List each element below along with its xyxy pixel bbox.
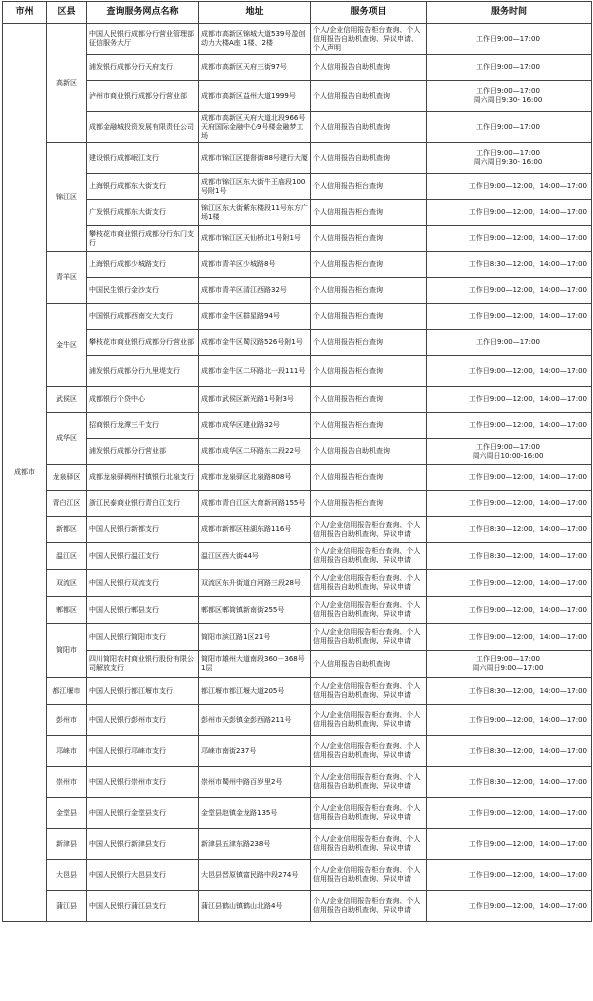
outlet-cell: 上海银行成都东大街支行: [87, 174, 199, 200]
outlet-cell: 广发银行成都东大街支行: [87, 200, 199, 226]
district-cell: 温江区: [47, 543, 87, 570]
table-row: [3, 651, 592, 678]
outlet-cell: 浦发银行成都分行天府支行: [87, 55, 199, 81]
outlet-cell: 中国人民银行蒲江县支行: [87, 891, 199, 922]
address-cell: 成都市金牛区群星路94号: [199, 304, 311, 330]
outlet-cell: 浦发银行成都分行营业部: [87, 439, 199, 465]
district-cell: 武侯区: [47, 387, 87, 413]
time-cell: 工作日9:00—12:00，14:00—17:00: [427, 860, 592, 891]
service-cell: 个人/企业信用报告柜台查询、个人信用报告自助机查询、异议申请、个人声明: [311, 24, 427, 55]
district-cell: 双流区: [47, 570, 87, 597]
time-cell: 工作日9:00—12:00，14:00—17:00: [427, 624, 592, 651]
district-cell: 金堂县: [47, 798, 87, 829]
service-cell: 个人信用报告柜台查询: [311, 413, 427, 439]
service-cell: 个人信用报告自助机查询: [311, 55, 427, 81]
service-cell: 个人信用报告柜台查询: [311, 304, 427, 330]
outlet-cell: 中国人民银行新津县支行: [87, 829, 199, 860]
address-cell: 成都市新都区桂湖东路116号: [199, 517, 311, 543]
outlet-cell: 中国人民银行崇州市支行: [87, 767, 199, 798]
district-cell: 高新区: [47, 24, 87, 143]
address-cell: 成都市青羊区清江西路32号: [199, 278, 311, 304]
table-row: [3, 891, 592, 922]
table-row: [3, 860, 592, 891]
outlet-cell: 中国人民银行新都支行: [87, 517, 199, 543]
table-row: [3, 543, 592, 570]
district-cell: 成华区: [47, 413, 87, 465]
address-cell: 大邑县晋原镇富民路中段274号: [199, 860, 311, 891]
service-cell: 个人信用报告自助机查询: [311, 81, 427, 112]
address-cell: 双流区东升街道白河路三段28号: [199, 570, 311, 597]
table-row: [3, 143, 592, 174]
table-row: [3, 81, 592, 112]
table-row: [3, 55, 592, 81]
address-cell: 简阳市滨江路1区21号: [199, 624, 311, 651]
address-cell: 成都市锦江区天仙桥北1号附1号: [199, 226, 311, 252]
outlet-cell: 攀枝花市商业银行成都分行东门支行: [87, 226, 199, 252]
service-cell: 个人信用报告柜台查询: [311, 252, 427, 278]
outlet-cell: 攀枝花市商业银行成都分行营业部: [87, 330, 199, 356]
outlet-cell: 中国人民银行大邑县支行: [87, 860, 199, 891]
table-row: [3, 278, 592, 304]
table-row: [3, 356, 592, 387]
table-row: [3, 174, 592, 200]
outlet-cell: 四川简阳农村商业银行股份有限公司解放支行: [87, 651, 199, 678]
table-row: [3, 330, 592, 356]
address-cell: 温江区西大街44号: [199, 543, 311, 570]
district-cell: 青白江区: [47, 491, 87, 517]
table-row: [3, 491, 592, 517]
time-cell: 工作日9:00—12:00，14:00—17:00: [427, 829, 592, 860]
table-row: [3, 798, 592, 829]
address-cell: 蒲江县鹤山镇鹤山北路4号: [199, 891, 311, 922]
district-cell: 郫都区: [47, 597, 87, 624]
table-row: [3, 226, 592, 252]
time-cell: 工作日9:00—12:00，14:00—17:00: [427, 200, 592, 226]
outlet-cell: 中国人民银行成都分行营业管理部征信服务大厅: [87, 24, 199, 55]
outlet-cell: 中国人民银行彭州市支行: [87, 705, 199, 736]
service-cell: 个人信用报告自助机查询: [311, 651, 427, 678]
address-cell: 郫都区郫筒镇新南街255号: [199, 597, 311, 624]
time-cell: 工作日9:00—17:00 周六周日9:00—17:00: [427, 651, 592, 678]
outlet-cell: 招商银行龙潭三千支行: [87, 413, 199, 439]
table-row: [3, 570, 592, 597]
service-cell: 个人信用报告自助机查询: [311, 112, 427, 143]
address-cell: 彭州市天彭镇金彭西路211号: [199, 705, 311, 736]
address-cell: 新津县五津东路238号: [199, 829, 311, 860]
district-cell: 彭州市: [47, 705, 87, 736]
table-row: [3, 624, 592, 651]
table-row: [3, 829, 592, 860]
time-cell: 工作日8:30—12:00，14:00—17:00: [427, 736, 592, 767]
time-cell: 工作日9:00—12:00，14:00—17:00: [427, 570, 592, 597]
time-cell: 工作日9:00—17:00: [427, 55, 592, 81]
address-cell: 成都市高新区天府大道北段966号天府国际金融中心9号楼金融梦工场: [199, 112, 311, 143]
time-cell: 工作日9:00—17:00: [427, 112, 592, 143]
table-row: [3, 597, 592, 624]
outlet-cell: 上海银行成都少城路支行: [87, 252, 199, 278]
address-cell: 成都市龙泉驿区北泉路808号: [199, 465, 311, 491]
time-cell: 工作日9:00—12:00，14:00—17:00: [427, 356, 592, 387]
outlet-cell: 浦发银行成都分行九里堤支行: [87, 356, 199, 387]
header-service: 服务项目: [311, 2, 427, 24]
district-cell: 崇州市: [47, 767, 87, 798]
address-cell: 都江堰市都江堰大道205号: [199, 678, 311, 705]
service-cell: 个人信用报告自助机查询: [311, 143, 427, 174]
service-cell: 个人/企业信用报告柜台查询、个人信用报告自助机查询、异议申请: [311, 543, 427, 570]
service-cell: 个人/企业信用报告柜台查询、个人信用报告自助机查询、异议申请: [311, 624, 427, 651]
time-cell: 工作日9:00—12:00，14:00—17:00: [427, 413, 592, 439]
header-row: [3, 2, 592, 24]
district-cell: 金牛区: [47, 304, 87, 387]
table-row: [3, 200, 592, 226]
table-row: [3, 252, 592, 278]
table-row: [3, 24, 592, 55]
service-cell: 个人信用报告柜台查询: [311, 330, 427, 356]
time-cell: 工作日9:00—17:00: [427, 330, 592, 356]
address-cell: 成都市高新区锦城大道539号盈创动力大楼A座 1楼、2楼: [199, 24, 311, 55]
time-cell: 工作日8:30—12:00，14:00—17:00: [427, 252, 592, 278]
time-cell: 工作日9:00—12:00，14:00—17:00: [427, 226, 592, 252]
time-cell: 工作日9:00—17:00 周六周日10:00-16:00: [427, 439, 592, 465]
table-body: [3, 24, 592, 922]
address-cell: 锦江区东大街紫东楼段11号东方广场1楼: [199, 200, 311, 226]
header-outlet: 查询服务网点名称: [87, 2, 199, 24]
outlet-cell: 中国人民银行都江堰市支行: [87, 678, 199, 705]
district-cell: 简阳市: [47, 624, 87, 678]
address-cell: 简阳市雄州大道南段360－368号1层: [199, 651, 311, 678]
service-cell: 个人信用报告柜台查询: [311, 200, 427, 226]
address-cell: 成都市锦江区提督街88号建行大厦: [199, 143, 311, 174]
service-cell: 个人/企业信用报告柜台查询、个人信用报告自助机查询、异议申请: [311, 705, 427, 736]
address-cell: 崇州市蜀州中路百岁里2号: [199, 767, 311, 798]
address-cell: 成都市金牛区蜀汉路526号附1号: [199, 330, 311, 356]
address-cell: 成都市高新区天府三街97号: [199, 55, 311, 81]
district-cell: 蒲江县: [47, 891, 87, 922]
time-cell: 工作日8:30—12:00，14:00—17:00: [427, 517, 592, 543]
outlet-cell: 中国人民银行邛崃市支行: [87, 736, 199, 767]
table-row: [3, 112, 592, 143]
address-cell: 成都市成华区建业路32号: [199, 413, 311, 439]
outlet-cell: 成都银行个贷中心: [87, 387, 199, 413]
service-cell: 个人/企业信用报告柜台查询、个人信用报告自助机查询、异议申请: [311, 891, 427, 922]
service-cell: 个人/企业信用报告柜台查询、个人信用报告自助机查询、异议申请: [311, 736, 427, 767]
address-cell: 成都市成华区二环路东二段22号: [199, 439, 311, 465]
service-cell: 个人/企业信用报告柜台查询、个人信用报告自助机查询、异议申请: [311, 570, 427, 597]
service-cell: 个人/企业信用报告柜台查询、个人信用报告自助机查询、异议申请: [311, 767, 427, 798]
header-city: 市州: [3, 2, 47, 24]
service-cell: 个人/企业信用报告柜台查询、个人信用报告自助机查询、异议申请: [311, 798, 427, 829]
outlet-cell: 中国人民银行温江支行: [87, 543, 199, 570]
service-cell: 个人信用报告自助机查询: [311, 439, 427, 465]
table-row: [3, 517, 592, 543]
time-cell: 工作日9:00—12:00，14:00—17:00: [427, 798, 592, 829]
header-address: 地址: [199, 2, 311, 24]
service-cell: 个人/企业信用报告柜台查询、个人信用报告自助机查询、异议申请: [311, 597, 427, 624]
address-cell: 邛崃市南街237号: [199, 736, 311, 767]
district-cell: 都江堰市: [47, 678, 87, 705]
service-cell: 个人信用报告柜台查询: [311, 174, 427, 200]
outlet-cell: 中国民生银行金沙支行: [87, 278, 199, 304]
time-cell: 工作日9:00—12:00，14:00—17:00: [427, 491, 592, 517]
address-cell: 成都市高新区益州大道1999号: [199, 81, 311, 112]
outlet-cell: 泸州市商业银行成都分行营业部: [87, 81, 199, 112]
address-cell: 成都市金牛区二环路北一段111号: [199, 356, 311, 387]
table-row: [3, 413, 592, 439]
address-cell: 成都市青羊区少城路8号: [199, 252, 311, 278]
outlet-cell: 中国人民银行金堂县支行: [87, 798, 199, 829]
address-cell: 成都市武侯区新光路1号附3号: [199, 387, 311, 413]
time-cell: 工作日9:00—12:00，14:00—17:00: [427, 705, 592, 736]
header-district: 区县: [47, 2, 87, 24]
table-row: [3, 736, 592, 767]
city-cell: 成都市: [3, 24, 47, 922]
service-cell: 个人/企业信用报告柜台查询、个人信用报告自助机查询、异议申请: [311, 860, 427, 891]
service-cell: 个人/企业信用报告柜台查询、个人信用报告自助机查询、异议申请: [311, 517, 427, 543]
district-cell: 大邑县: [47, 860, 87, 891]
outlet-cell: 建设银行成都岷江支行: [87, 143, 199, 174]
time-cell: 工作日9:00—12:00，14:00—17:00: [427, 597, 592, 624]
district-cell: 锦江区: [47, 143, 87, 252]
outlet-cell: 中国人民银行双流支行: [87, 570, 199, 597]
service-cell: 个人/企业信用报告柜台查询、个人信用报告自助机查询、异议申请: [311, 829, 427, 860]
table-row: [3, 304, 592, 330]
table-row: [3, 705, 592, 736]
table-row: [3, 678, 592, 705]
outlet-cell: 成都龙泉驿稠州村镇银行北泉支行: [87, 465, 199, 491]
service-cell: 个人信用报告柜台查询: [311, 491, 427, 517]
table-row: [3, 387, 592, 413]
outlet-table: [2, 1, 592, 922]
table-row: [3, 439, 592, 465]
time-cell: 工作日8:30—12:00，14:00—17:00: [427, 543, 592, 570]
district-cell: 青羊区: [47, 252, 87, 304]
header-time: 服务时间: [427, 2, 592, 24]
address-cell: 成都市锦江区东大街牛王庙段100号附1号: [199, 174, 311, 200]
time-cell: 工作日9:00—17:00 周六周日9:30- 16:00: [427, 81, 592, 112]
time-cell: 工作日9:00—17:00 周六周日9:30- 16:00: [427, 143, 592, 174]
outlet-cell: 成都金融城投资发展有限责任公司: [87, 112, 199, 143]
time-cell: 工作日9:00—12:00，14:00—17:00: [427, 278, 592, 304]
time-cell: 工作日9:00—12:00，14:00—17:00: [427, 174, 592, 200]
time-cell: 工作日9:00—12:00，14:00—17:00: [427, 891, 592, 922]
outlet-cell: 中国人民银行郫县支行: [87, 597, 199, 624]
time-cell: 工作日9:00—12:00，14:00—17:00: [427, 465, 592, 491]
district-cell: 新津县: [47, 829, 87, 860]
service-cell: 个人信用报告柜台查询: [311, 387, 427, 413]
table-row: [3, 767, 592, 798]
service-cell: 个人信用报告柜台查询: [311, 226, 427, 252]
district-cell: 邛崃市: [47, 736, 87, 767]
service-cell: 个人信用报告柜台查询: [311, 465, 427, 491]
outlet-cell: 中国银行成都西南交大支行: [87, 304, 199, 330]
time-cell: 工作日9:00—12:00，14:00—17:00: [427, 387, 592, 413]
time-cell: 工作日9:00—17:00: [427, 24, 592, 55]
district-cell: 新都区: [47, 517, 87, 543]
service-cell: 个人信用报告柜台查询: [311, 278, 427, 304]
table-row: [3, 465, 592, 491]
time-cell: 工作日9:00—12:00，14:00—17:00: [427, 304, 592, 330]
district-cell: 龙泉驿区: [47, 465, 87, 491]
service-cell: 个人信用报告柜台查询: [311, 356, 427, 387]
address-cell: 金堂县赵镇金龙路135号: [199, 798, 311, 829]
time-cell: 工作日8:30—12:00，14:00—17:00: [427, 678, 592, 705]
time-cell: 工作日8:30—12:00，14:00—17:00: [427, 767, 592, 798]
outlet-cell: 中国人民银行简阳市支行: [87, 624, 199, 651]
outlet-cell: 浙江民泰商业银行青白江支行: [87, 491, 199, 517]
service-cell: 个人/企业信用报告柜台查询、个人信用报告自助机查询、异议申请: [311, 678, 427, 705]
address-cell: 成都市青白江区大育新河路155号: [199, 491, 311, 517]
